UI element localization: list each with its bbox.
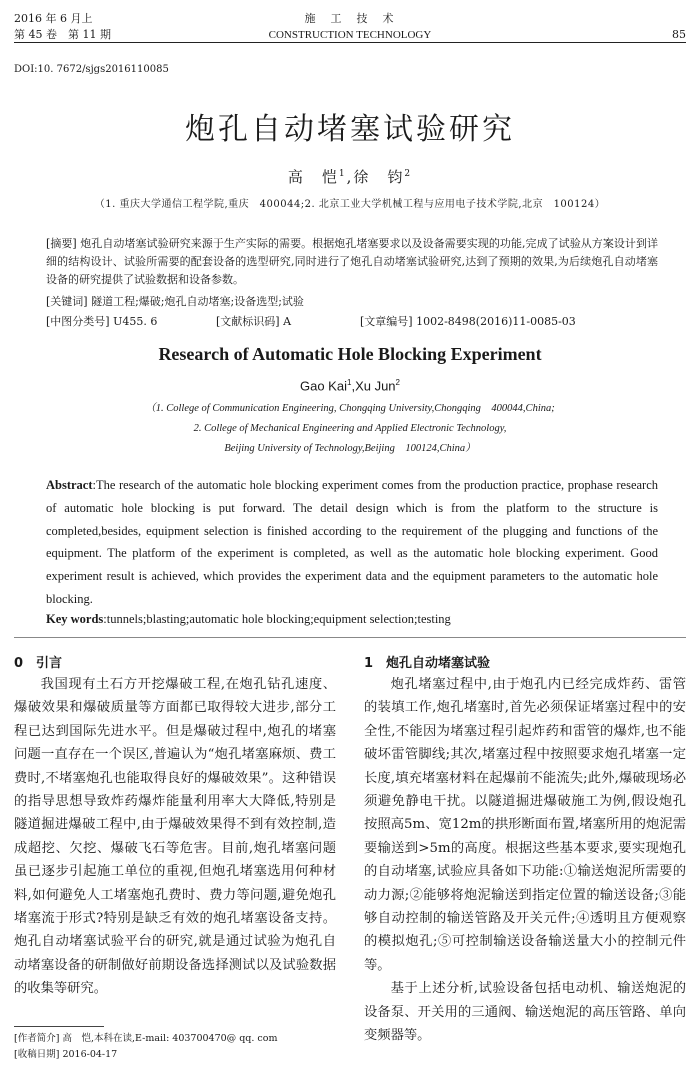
abstract-cn-label: [摘要] (46, 237, 77, 250)
title-en: Research of Automatic Hole Blocking Experiment (158, 344, 542, 364)
footnote-author (14, 1031, 277, 1046)
clc-number (46, 313, 157, 331)
abstract-en (46, 474, 658, 611)
header-journal-cn: 施 工 技 术 (304, 12, 396, 25)
header-page-number: 85 (672, 28, 686, 41)
author-cn-sep: , (346, 168, 354, 186)
affiliation-en-line-3: Beijing University of Technology,Beijing 100124,China） (224, 443, 476, 454)
header-journal-en: CONSTRUCTION TECHNOLOGY (268, 29, 432, 41)
author-cn-2-sup: 2 (404, 169, 413, 179)
keywords-en-text: :tunnels;blasting;automatic hole blocking;equipment selection;testing (103, 612, 451, 626)
affiliation-en-line-1: （1. College of Communication Engineering, Chongqing University,Chongqing 400044,China; (145, 403, 555, 414)
keywords-cn-text: 隧道工程;爆破;炮孔自动堵塞;设备选型;试验 (91, 295, 304, 308)
keywords-en-label: Key words (46, 612, 104, 626)
doc-code-label: [文献标识码] (216, 315, 280, 328)
article-no-value: 1002-8498(2016)11-0085-03 (416, 315, 576, 328)
authors-en (0, 378, 700, 393)
section-1-heading: 1 炮孔自动堵塞试验 (364, 656, 491, 671)
footnote-author-label: [作者简介] (14, 1033, 60, 1044)
article-no-label: [文章编号] (360, 315, 413, 328)
footnote-date-label: [收稿日期] (14, 1049, 60, 1060)
section-0-body (14, 673, 336, 1001)
abstract-cn-text: 炮孔自动堵塞试验研究来源于生产实际的需要。根据炮孔堵塞要求以及设备需要实现的功能,完成了试验从方案设计到详细的结构设计、试验所需要的配套设备的选型研究,同时进行了炮孔自动堵塞试验研究,达到了预期的效果,为后续炮孔自动堵塞设备的研究提供了试验数据和设备参数。 (46, 237, 658, 286)
author-cn-1: 高 恺 (287, 168, 339, 186)
article-number (360, 313, 576, 331)
affiliation-cn: （1. 重庆大学通信工程学院,重庆 400044;2. 北京工业大学机械工程与应用电子技术学院,北京 100124） (94, 199, 606, 210)
abstract-separator (14, 637, 686, 638)
abstract-en-text: :The research of the automatic hole blocking experiment comes from the production practice, prophase research of automatic hole blocking is put forward. The detail design which is from the platform to the structure is completed,besides, equipment selection is finished according to the requirement of the plugging and functions of the equipment. The platform of the experiment is completed, as well as the automatic hole blocking experiment. Good experiment result is achieved, which provides the experiment data and the equipment parameters to the automatic hole blocking. (46, 478, 658, 606)
author-en-1: Gao Kai (300, 378, 347, 394)
section-0-paragraph: 我国现有土石方开挖爆破工程,在炮孔钻孔速度、爆破效果和爆破质量等方面都已取得较大进步,部分工程已达到国际先进水平。但是爆破过程中,炮孔的堵塞问题一直存在一个误区,普遍认为“炮孔堵塞麻烦、费工费时,不堵塞炮孔也能取得良好的爆破效果”。这种错误的指导思想导致炸药爆炸能量利用率大大降低,特别是隧道掘进爆破工程中,由于爆破效果得不到有效控制,造成超挖、欠挖、爆破飞石等危害。目前,炮孔堵塞问题虽已逐步引起施工单位的重视,但炮孔堵塞选用何种材料,如何避免人工堵塞炮孔费时、费力等问题,避免炮孔堵塞流于形式?特别是缺乏有效的炮孔堵塞设备支持。炮孔自动堵塞试验平台的研究,就是通过试验为炮孔自动堵塞设备的研制做好前期设备选择测试以及试验数据的收集等研究。 (14, 677, 336, 997)
doi: DOI:10. 7672/sjgs2016110085 (14, 64, 169, 75)
section-1-paragraph-2: 基于上述分析,试验设备包括电动机、输送炮泥的设备泵、开关用的三通阀、输送炮泥的高压管路、单向变频器等。 (364, 981, 686, 1044)
section-1-paragraph-1: 炮孔堵塞过程中,由于炮孔内已经完成炸药、雷管的装填工作,炮孔堵塞时,首先必须保证堵塞过程中的安全性,不能因为堵塞过程引起炸药和雷管的爆炸,也不能破坏雷管脚线;其次,堵塞过程中按照要求炮孔堵塞一定长度,填充堵塞材料在起爆前不能流失;此外,爆破现场必须避免静电干扰。以隧道掘进爆破施工为例,假设炮孔按照高5m、宽12m的拱形断面布置,堵塞所用的炮泥需要输送到>5m的高度。根据这些基本要求,要实现炮孔的自动堵塞,试验应具备如下功能:①输送炮泥所需要的动力源;②能够将炮泥输送到指定位置的输送设备;③能够自动控制的输送管路及开关元件;④透明且方便观察的模拟炮孔;⑤可控制输送设备输送量大小的控制元件等。 (364, 677, 686, 973)
footnote-author-text: 高 恺,本科在读,E-mail: 403700470@ qq. com (62, 1033, 278, 1044)
keywords-cn (46, 293, 304, 311)
author-en-2-sup: 2 (395, 378, 400, 387)
footnote-date-text: 2016-04-17 (59, 1049, 118, 1060)
clc-label: [中图分类号] (46, 315, 110, 328)
document-code (216, 313, 291, 331)
author-en-2: Xu Jun (355, 378, 396, 394)
header-volume: 第 45 卷 第 11 期 (14, 28, 111, 41)
keywords-en (46, 608, 658, 631)
affiliation-en-line-2: 2. College of Mechanical Engineering and Applied Electronic Technology, (193, 423, 507, 434)
author-cn-2: 徐 钧 (353, 168, 405, 186)
clc-value: U455. 6 (113, 315, 158, 328)
section-1-body (364, 673, 686, 1048)
authors-cn (0, 166, 700, 187)
author-en-sep: , (351, 378, 356, 394)
title-cn: 炮孔自动堵塞试验研究 (185, 112, 515, 147)
footnote-rule (14, 1026, 104, 1027)
doc-code-value: A (283, 315, 292, 328)
section-0-heading: 0 引言 (14, 656, 63, 671)
header-date: 2016 年 6 月上 (14, 12, 93, 25)
abstract-en-label: Abstract (46, 478, 93, 492)
header-rule (14, 42, 686, 43)
abstract-cn (46, 235, 658, 289)
author-en-1-sup: 1 (346, 378, 352, 387)
footnote-received-date (14, 1047, 117, 1062)
author-cn-1-sup: 1 (338, 169, 347, 179)
keywords-cn-label: [关键词] (46, 295, 88, 308)
